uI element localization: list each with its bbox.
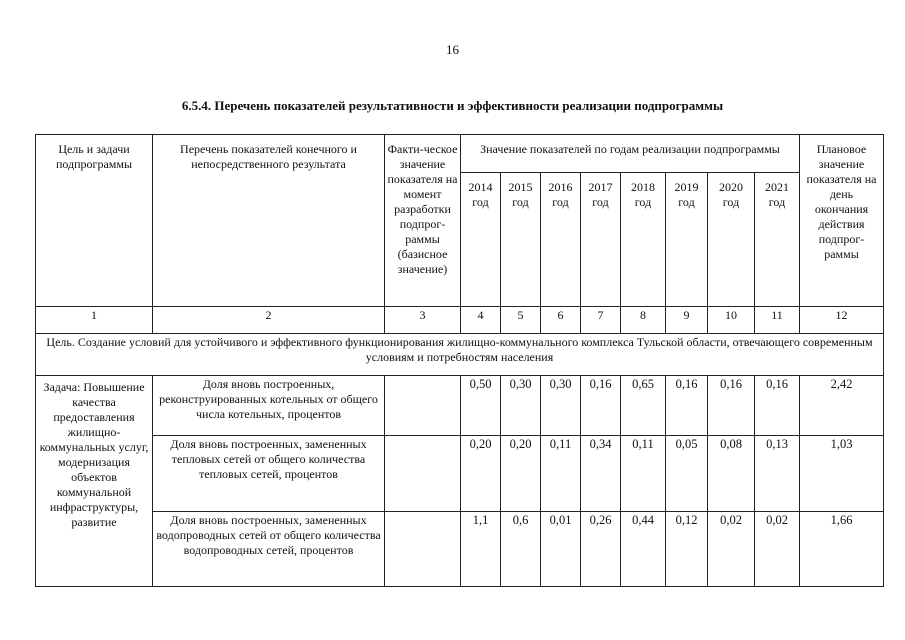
year-value: 0,02 [755,512,800,587]
column-number: 2 [153,307,385,334]
column-number: 9 [666,307,708,334]
header-year: 2016 год [541,173,581,307]
table-row [36,376,884,436]
baseline-value [385,376,461,436]
year-value: 0,12 [666,512,708,587]
task-cell: Задача: Повышение качества предоставления жилищно-коммунальных услуг, модернизация объектов коммунальной инфраструктуры, развитие [36,376,153,587]
year-value: 0,16 [581,376,621,436]
indicator-name: Доля вновь построенных, замененных водопроводных сетей от общего количества водопроводных сетей, процентов [153,512,385,587]
page-number: 16 [446,42,459,57]
goal-row: Цель. Создание условий для устойчивого и эффективного функционирования жилищно-коммунального комплекса Тульской области, отвечающего современным условиям и потребностям населения [36,334,884,376]
year-value: 0,13 [755,436,800,512]
year-value: 0,05 [666,436,708,512]
column-number: 12 [800,307,884,334]
indicator-name: Доля вновь построенных, реконструированных котельных от общего числа котельных, процентов [153,376,385,436]
planned-value: 1,66 [800,512,884,587]
year-value: 0,44 [621,512,666,587]
baseline-value [385,512,461,587]
planned-value: 1,03 [800,436,884,512]
year-value: 1,1 [461,512,501,587]
table-row [36,512,884,587]
year-value: 0,20 [461,436,501,512]
year-value: 0,16 [755,376,800,436]
column-number: 11 [755,307,800,334]
year-value: 0,26 [581,512,621,587]
year-value: 0,30 [501,376,541,436]
header-year: 2018 год [621,173,666,307]
year-value: 0,11 [541,436,581,512]
year-value: 0,65 [621,376,666,436]
header-goals: Цель и задачи подпрограммы [36,135,153,307]
column-number: 6 [541,307,581,334]
column-number: 8 [621,307,666,334]
header-planned-value: Плановое значение показателя на день окончания действия подпрог-раммы [800,135,884,307]
year-value: 0,6 [501,512,541,587]
year-value: 0,01 [541,512,581,587]
header-year: 2014 год [461,173,501,307]
header-year: 2017 год [581,173,621,307]
section-title: 6.5.4. Перечень показателей результативности и эффективности реализации подпрограммы [181,98,724,113]
header-year: 2019 год [666,173,708,307]
column-number: 10 [708,307,755,334]
year-value: 0,08 [708,436,755,512]
year-value: 0,50 [461,376,501,436]
year-value: 0,20 [501,436,541,512]
column-number: 5 [501,307,541,334]
header-actual-value: Факти-ческое значение показателя на момент разработки подпрог-раммы (базисное значение) [385,135,461,307]
year-value: 0,16 [708,376,755,436]
indicator-name: Доля вновь построенных, замененных тепловых сетей от общего количества тепловых сетей, процентов [153,436,385,512]
year-value: 0,16 [666,376,708,436]
baseline-value [385,436,461,512]
column-number: 7 [581,307,621,334]
header-year: 2020 год [708,173,755,307]
column-number: 1 [36,307,153,334]
header-year: 2015 год [501,173,541,307]
year-value: 0,11 [621,436,666,512]
indicators-table [35,134,884,587]
table-row [36,436,884,512]
header-year: 2021 год [755,173,800,307]
planned-value: 2,42 [800,376,884,436]
column-number: 3 [385,307,461,334]
year-value: 0,02 [708,512,755,587]
year-value: 0,34 [581,436,621,512]
header-years-group: Значение показателей по годам реализации подпрограммы [461,135,800,173]
column-number: 4 [461,307,501,334]
header-indicators: Перечень показателей конечного и непосредственного результата [153,135,385,307]
year-value: 0,30 [541,376,581,436]
